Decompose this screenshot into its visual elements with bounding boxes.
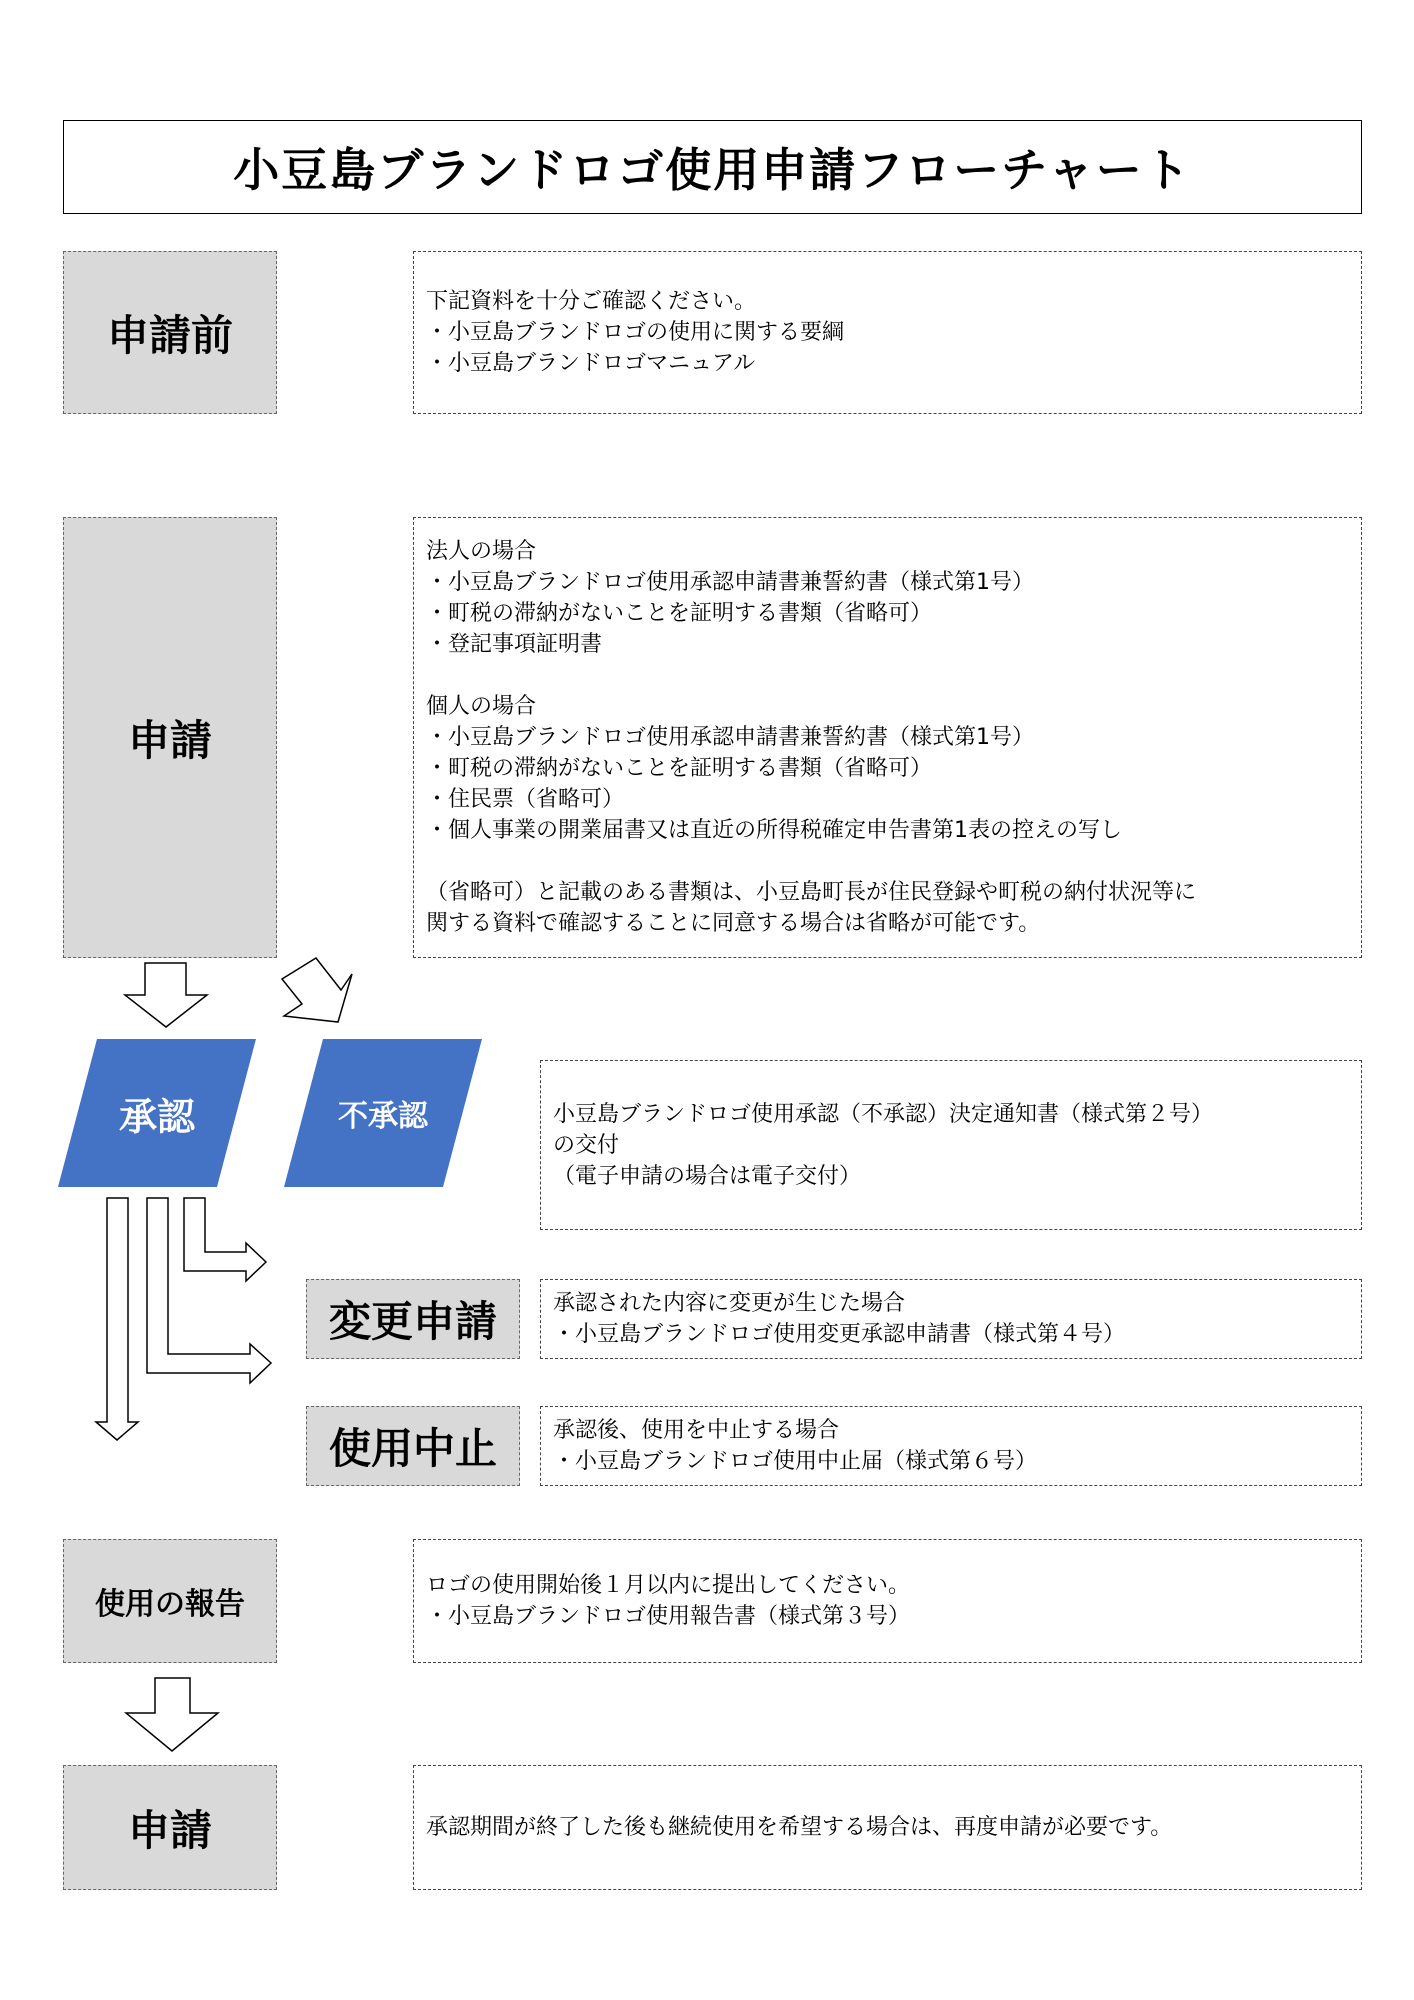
note-decision	[540, 1060, 1362, 1230]
note-line: ロゴの使用開始後１月以内に提出してください。	[426, 1573, 911, 1598]
note-line: ・町税の滞納がないことを証明する書類（省略可）	[426, 756, 933, 781]
note-stop	[540, 1406, 1362, 1486]
note-line: ・小豆島ブランドロゴ使用承認申請書兼誓約書（様式第1号）	[426, 570, 1034, 595]
note-reapply	[413, 1765, 1362, 1890]
reject-label: 不承認	[338, 1099, 428, 1134]
note-line: 関する資料で確認することに同意する場合は省略が可能です。	[426, 911, 1041, 936]
step-apply: 申請	[63, 517, 277, 958]
step-before-apply: 申請前	[63, 251, 277, 414]
note-line: ・小豆島ブランドロゴ使用承認申請書兼誓約書（様式第1号）	[426, 725, 1034, 750]
note-line: ・住民票（省略可）	[426, 787, 625, 812]
note-report	[413, 1539, 1362, 1663]
indiv-heading: 個人の場合	[426, 694, 537, 719]
step-change-apply: 変更申請	[306, 1279, 520, 1359]
note-line: ・小豆島ブランドロゴ使用中止届（様式第６号）	[553, 1449, 1038, 1474]
arrow-to-change	[184, 1198, 266, 1281]
arrow-down-to-report	[96, 1198, 138, 1440]
arrow-down-to-approve	[125, 963, 207, 1027]
note-line: （電子申請の場合は電子交付）	[553, 1163, 862, 1189]
note-line: 下記資料を十分ご確認ください。	[426, 289, 757, 314]
arrow-to-stop	[147, 1198, 271, 1383]
note-line: ・小豆島ブランドロゴ使用変更承認申請書（様式第４号）	[553, 1322, 1126, 1347]
note-line: の交付	[553, 1132, 620, 1158]
step-report: 使用の報告	[63, 1539, 277, 1663]
note-line: ・小豆島ブランドロゴの使用に関する要綱	[426, 320, 845, 345]
note-line: ・小豆島ブランドロゴ使用報告書（様式第３号）	[426, 1604, 911, 1629]
step-stop-use: 使用中止	[306, 1406, 520, 1486]
note-line: 承認された内容に変更が生じた場合	[553, 1291, 906, 1316]
note-line: ・個人事業の開業届書又は直近の所得税確定申告書第1表の控えの写し	[426, 818, 1122, 843]
approve-label: 承認	[118, 1094, 195, 1139]
note-line: ・登記事項証明書	[426, 632, 603, 657]
page-title: 小豆島ブランドロゴ使用申請フローチャート	[63, 120, 1362, 214]
note-line: 承認後、使用を中止する場合	[553, 1418, 840, 1443]
note-line: ・町税の滞納がないことを証明する書類（省略可）	[426, 601, 933, 626]
note-change	[540, 1279, 1362, 1359]
note-line: 承認期間が終了した後も継続使用を希望する場合は、再度申請が必要です。	[426, 1815, 1173, 1840]
note-line: 小豆島ブランドロゴ使用承認（不承認）決定通知書（様式第２号）	[553, 1101, 1214, 1127]
step-reapply: 申請	[63, 1765, 277, 1890]
arrow-diagonal-to-reject	[282, 958, 352, 1022]
note-line: ・小豆島ブランドロゴマニュアル	[426, 351, 756, 376]
note-line: （省略可）と記載のある書類は、小豆島町長が住民登録や町税の納付状況等に	[426, 880, 1197, 905]
corp-heading: 法人の場合	[426, 539, 537, 564]
